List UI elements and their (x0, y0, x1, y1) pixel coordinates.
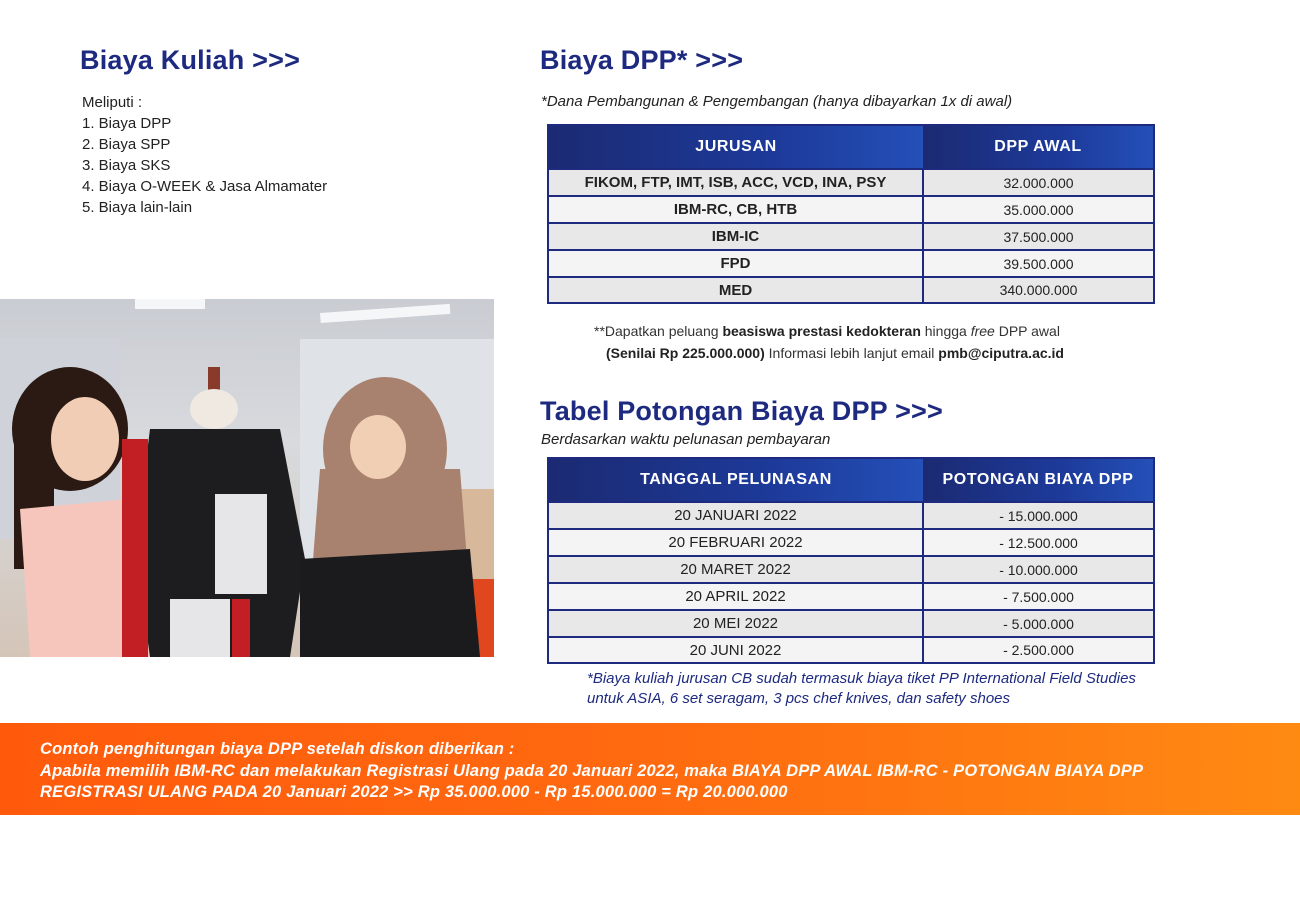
discount-cell: - 7.500.000 (923, 583, 1154, 610)
contact-email: pmb@ciputra.ac.id (938, 345, 1064, 361)
banner-text (40, 739, 1143, 804)
tuition-items-list (82, 113, 327, 218)
cb-footnote (587, 669, 1136, 709)
amount-cell: 32.000.000 (923, 169, 1154, 196)
major-cell: IBM-RC, CB, HTB (548, 196, 923, 223)
example-calculation-banner (0, 723, 1300, 815)
discount-cell: - 5.000.000 (923, 610, 1154, 637)
list-item: 1. Biaya DPP (82, 115, 172, 132)
table-row (548, 637, 1154, 663)
amount-cell: 35.000.000 (923, 196, 1154, 223)
date-cell: 20 MARET 2022 (548, 556, 923, 583)
scholar-italic: free (970, 323, 995, 339)
banner-line-3: REGISTRASI ULANG PADA 20 Januari 2022 >> Rp 35.000.000 - Rp 15.000.000 = Rp 20.000.000 (40, 783, 788, 801)
scholar-text: Informasi lebih lanjut email (764, 345, 939, 361)
cb-footnote-line-2: untuk ASIA, 6 set seragam, 3 pcs chef knives, dan safety shoes (587, 690, 1011, 707)
discount-cell: - 10.000.000 (923, 556, 1154, 583)
amount-cell: 39.500.000 (923, 250, 1154, 277)
table-row (548, 529, 1154, 556)
amount-cell: 340.000.000 (923, 277, 1154, 303)
date-cell: 20 APRIL 2022 (548, 583, 923, 610)
scholar-bold: beasiswa prestasi kedokteran (722, 323, 921, 339)
major-cell: MED (548, 277, 923, 303)
students-fashion-photo (0, 299, 494, 657)
table-row (548, 223, 1154, 250)
banner-line-2: Apabila memilih IBM-RC dan melakukan Registrasi Ulang pada 20 Januari 2022, maka BIAYA DPP AWAL IBM-RC - POTONGAN BIAYA DPP (40, 761, 1144, 780)
table-row (548, 610, 1154, 637)
scholarship-line-1 (594, 320, 1064, 342)
list-item: 5. Biaya lain-lain (82, 199, 193, 216)
date-cell: 20 JUNI 2022 (548, 637, 923, 663)
scholar-text: hingga (920, 323, 971, 339)
scholarship-line-2 (594, 342, 1064, 364)
discount-cell: - 12.500.000 (923, 529, 1154, 556)
table-row (548, 277, 1154, 303)
discount-subtitle: Berdasarkan waktu pelunasan pembayaran (541, 431, 831, 448)
cb-footnote-line-1: *Biaya kuliah jurusan CB sudah termasuk biaya tiket PP International Field Studies (587, 670, 1136, 687)
list-item: 4. Biaya O-WEEK & Jasa Almamater (82, 178, 328, 195)
discount-cell: - 2.500.000 (923, 637, 1154, 663)
table-row (548, 196, 1154, 223)
scholar-bold: (Senilai Rp 225.000.000) (606, 345, 765, 361)
table-row (548, 556, 1154, 583)
table-row (548, 169, 1154, 196)
discount-title: Tabel Potongan Biaya DPP >>> (540, 396, 943, 426)
discount-table (547, 457, 1155, 664)
discount-cell: - 15.000.000 (923, 502, 1154, 529)
column-header-date: TANGGAL PELUNASAN (548, 458, 923, 502)
scholarship-note (594, 320, 1064, 364)
tuition-intro-block (82, 92, 327, 218)
column-header-discount: POTONGAN BIAYA DPP (923, 458, 1154, 502)
tuition-intro: Meliputi : (82, 94, 143, 111)
major-cell: FPD (548, 250, 923, 277)
banner-line-1: Contoh penghitungan biaya DPP setelah diskon diberikan : (40, 740, 515, 758)
fashion-students-illustration (0, 299, 494, 657)
tuition-title: Biaya Kuliah >>> (80, 45, 301, 75)
table-row (548, 250, 1154, 277)
table-header-row (548, 458, 1154, 502)
date-cell: 20 MEI 2022 (548, 610, 923, 637)
date-cell: 20 JANUARI 2022 (548, 502, 923, 529)
table-row (548, 583, 1154, 610)
list-item: 3. Biaya SKS (82, 157, 171, 174)
dpp-title: Biaya DPP* >>> (540, 45, 744, 75)
table-row (548, 502, 1154, 529)
scholar-text: DPP awal (994, 323, 1060, 339)
list-item: 2. Biaya SPP (82, 136, 171, 153)
major-cell: FIKOM, FTP, IMT, ISB, ACC, VCD, INA, PSY (548, 169, 923, 196)
date-cell: 20 FEBRUARI 2022 (548, 529, 923, 556)
column-header-major: JURUSAN (548, 125, 923, 169)
amount-cell: 37.500.000 (923, 223, 1154, 250)
table-header-row (548, 125, 1154, 169)
dpp-table (547, 124, 1155, 304)
major-cell: IBM-IC (548, 223, 923, 250)
column-header-dpp: DPP AWAL (923, 125, 1154, 169)
dpp-note: *Dana Pembangunan & Pengembangan (hanya dibayarkan 1x di awal) (541, 93, 1013, 110)
scholar-text: **Dapatkan peluang (594, 323, 723, 339)
